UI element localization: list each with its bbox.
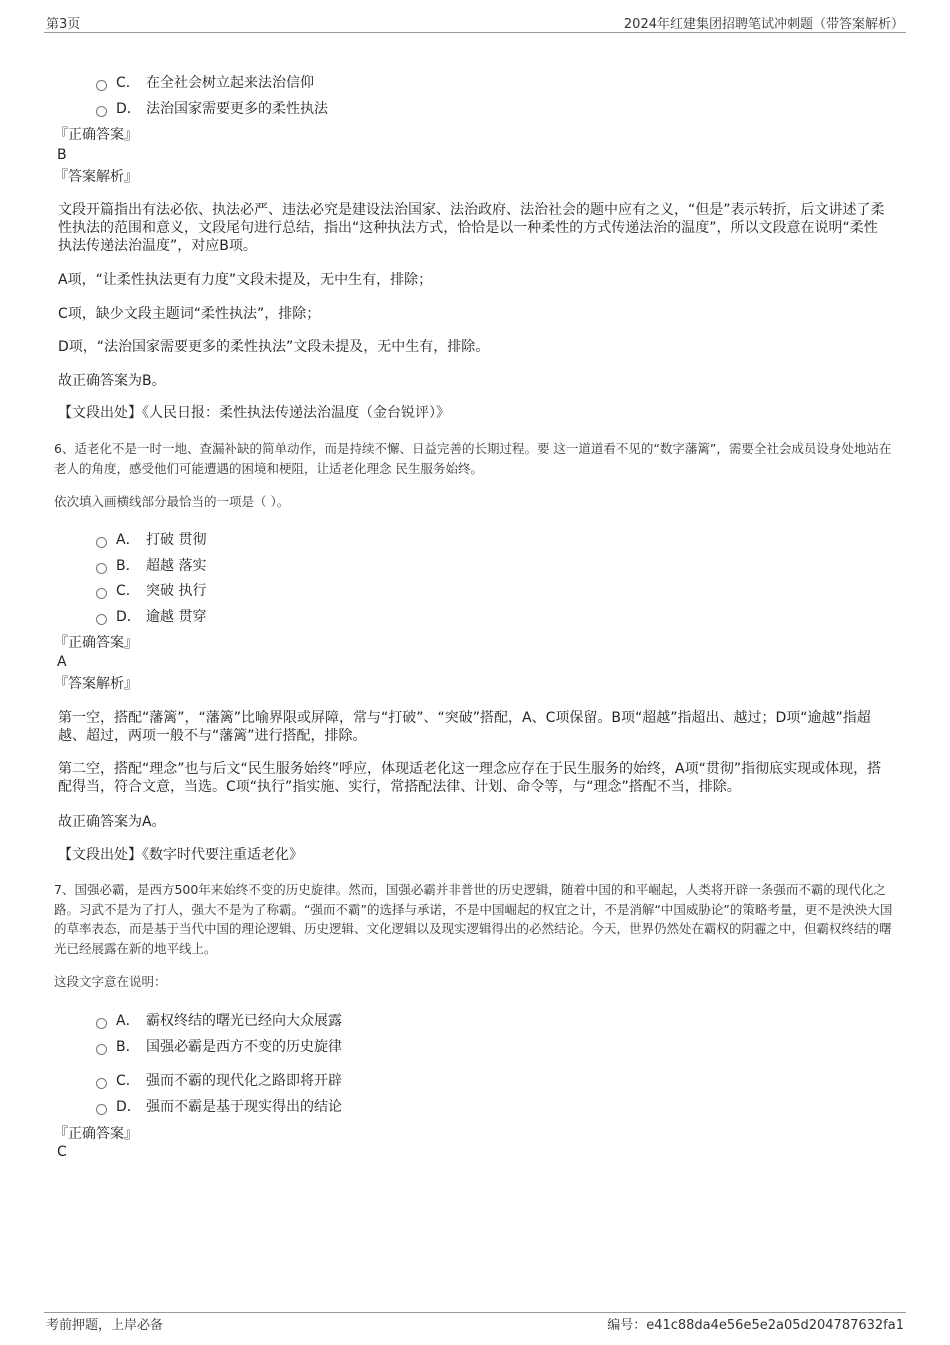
radio-icon[interactable] bbox=[96, 1044, 107, 1055]
radio-icon[interactable] bbox=[96, 588, 107, 599]
analysis-paragraph: A项，“让柔性执法更有力度”文段未提及，无中生有，排除； bbox=[58, 272, 433, 288]
question-stem: 7、国强必霸，是西方500年来始终不变的历史旋律。然而，国强必霸并非普世的历史逻辑，随着中国的和平崛起，人类将开辟一条强而不霸的现代化之路。习武不是为了打人，强大不是为了称霸。“强而不霸”的选择与承诺，不是中国崛起的权宜之计，不是消解“中国威胁论”的策略考量，更不是泱泱大国的草率表态，而是基于当代中国的理论逻辑、历史逻辑、文化逻辑以及现实逻辑得出的必然结论。今天，世界仍然处在霸权的阴霾之中，但霸权终结的曙光已经展露在新的地平线上。 bbox=[54, 882, 893, 956]
analysis-paragraph: 第一空，搭配“藩篱”，“藩篱”比喻界限或屏障，常与“打破”、“突破”搭配，A、C项保留。B项“超越”指超出、越过；D项“逾越”指超越、超过，两项一般不与“藩篱”进行搭配，排除。 bbox=[58, 710, 871, 744]
radio-icon[interactable] bbox=[96, 106, 107, 117]
radio-icon[interactable] bbox=[96, 80, 107, 91]
answer-value: C bbox=[57, 1144, 67, 1160]
radio-icon[interactable] bbox=[96, 1018, 107, 1029]
answer-label: 『正确答案』 bbox=[54, 635, 138, 651]
option-letter: C． bbox=[116, 75, 140, 91]
header-divider bbox=[44, 32, 906, 33]
footer-divider bbox=[44, 1312, 906, 1313]
radio-icon[interactable] bbox=[96, 1104, 107, 1115]
page-number: 第3页 bbox=[46, 17, 81, 32]
analysis-paragraph: 第二空，搭配“理念”也与后文“民生服务始终”呼应，体现适老化这一理念应存在于民生服务的始终，A项“贯彻”指彻底实现或体现，搭配得当，符合文意，当选。C项“执行”指实施、实行，常搭配法律、计划、命令等，与“理念”搭配不当，排除。 bbox=[58, 761, 882, 795]
source-citation: 【文段出处】《数字时代要注重适老化》 bbox=[58, 847, 303, 863]
option-text: 法治国家需要更多的柔性执法 bbox=[146, 101, 328, 117]
radio-icon[interactable] bbox=[96, 1078, 107, 1089]
option-text: 强而不霸是基于现实得出的结论 bbox=[146, 1099, 342, 1115]
option-text: 在全社会树立起来法治信仰 bbox=[146, 75, 314, 91]
option-letter: C． bbox=[116, 1073, 140, 1089]
question-stem: 6、适老化不是一时一地、查漏补缺的简单动作，而是持续不懈、日益完善的长期过程。要 这一道道看不见的“数字藩篱”，需要全社会成员设身处地站在老人的角度，感受他们可能遭遇的困境和梗阻，让适老化理念 民生服务始终。 bbox=[54, 441, 892, 476]
option-b[interactable] bbox=[96, 1036, 342, 1056]
answer-value: B bbox=[57, 147, 67, 163]
option-d[interactable] bbox=[96, 606, 206, 626]
option-letter: A． bbox=[116, 1013, 140, 1029]
radio-icon[interactable] bbox=[96, 614, 107, 625]
option-c[interactable] bbox=[96, 1070, 342, 1090]
analysis-paragraph: C项，缺少文段主题词“柔性执法”，排除； bbox=[58, 306, 321, 322]
analysis-conclusion: 故正确答案为A。 bbox=[58, 814, 166, 830]
option-text: 强而不霸的现代化之路即将开辟 bbox=[146, 1073, 342, 1089]
option-a[interactable] bbox=[96, 529, 206, 549]
option-letter: D． bbox=[116, 1099, 141, 1115]
option-d[interactable] bbox=[96, 98, 328, 118]
option-b[interactable] bbox=[96, 555, 206, 575]
option-text: 突破 执行 bbox=[146, 583, 207, 599]
answer-label: 『正确答案』 bbox=[54, 127, 138, 143]
analysis-paragraph: D项，“法治国家需要更多的柔性执法”文段未提及，无中生有，排除。 bbox=[58, 339, 490, 355]
option-text: 国强必霸是西方不变的历史旋律 bbox=[146, 1039, 342, 1055]
option-text: 超越 落实 bbox=[146, 558, 207, 574]
option-c[interactable] bbox=[96, 72, 314, 92]
analysis-paragraph: 文段开篇指出有法必依、执法必严、违法必究是建设法治国家、法治政府、法治社会的题中应有之义，“但是”表示转折，后文讲述了柔性执法的范围和意义，文段尾句进行总结，指出“这种执法方式，恰恰是以一种柔性的方式传递法治的温度”，所以文段意在说明“柔性执法传递法治温度”，对应B项。 bbox=[58, 202, 885, 254]
option-d[interactable] bbox=[96, 1096, 342, 1116]
analysis-conclusion: 故正确答案为B。 bbox=[58, 373, 166, 389]
option-a[interactable] bbox=[96, 1010, 342, 1030]
source-citation: 【文段出处】《人民日报：柔性执法传递法治温度（金台锐评）》 bbox=[58, 405, 450, 421]
option-letter: B． bbox=[116, 558, 140, 574]
footer-slogan: 考前押题，上岸必备 bbox=[46, 1318, 164, 1333]
document-title: 2024年红建集团招聘笔试冲刺题（带答案解析） bbox=[623, 17, 904, 32]
option-text: 霸权终结的曙光已经向大众展露 bbox=[146, 1013, 342, 1029]
analysis-label: 『答案解析』 bbox=[54, 676, 138, 692]
option-text: 打破 贯彻 bbox=[146, 532, 207, 548]
radio-icon[interactable] bbox=[96, 537, 107, 548]
question-prompt: 依次填入画横线部分最恰当的一项是（ ）。 bbox=[54, 494, 290, 509]
option-letter: D． bbox=[116, 609, 141, 625]
option-text: 逾越 贯穿 bbox=[146, 609, 207, 625]
radio-icon[interactable] bbox=[96, 563, 107, 574]
option-letter: D． bbox=[116, 101, 141, 117]
option-c[interactable] bbox=[96, 580, 206, 600]
option-letter: B． bbox=[116, 1039, 140, 1055]
answer-label: 『正确答案』 bbox=[54, 1126, 138, 1142]
option-letter: A． bbox=[116, 532, 140, 548]
answer-value: A bbox=[57, 654, 67, 670]
question-prompt: 这段文字意在说明： bbox=[54, 974, 167, 989]
option-letter: C． bbox=[116, 583, 140, 599]
analysis-label: 『答案解析』 bbox=[54, 169, 138, 185]
document-id: 编号：e41c88da4e56e5e2a05d204787632fa1 bbox=[607, 1318, 904, 1333]
